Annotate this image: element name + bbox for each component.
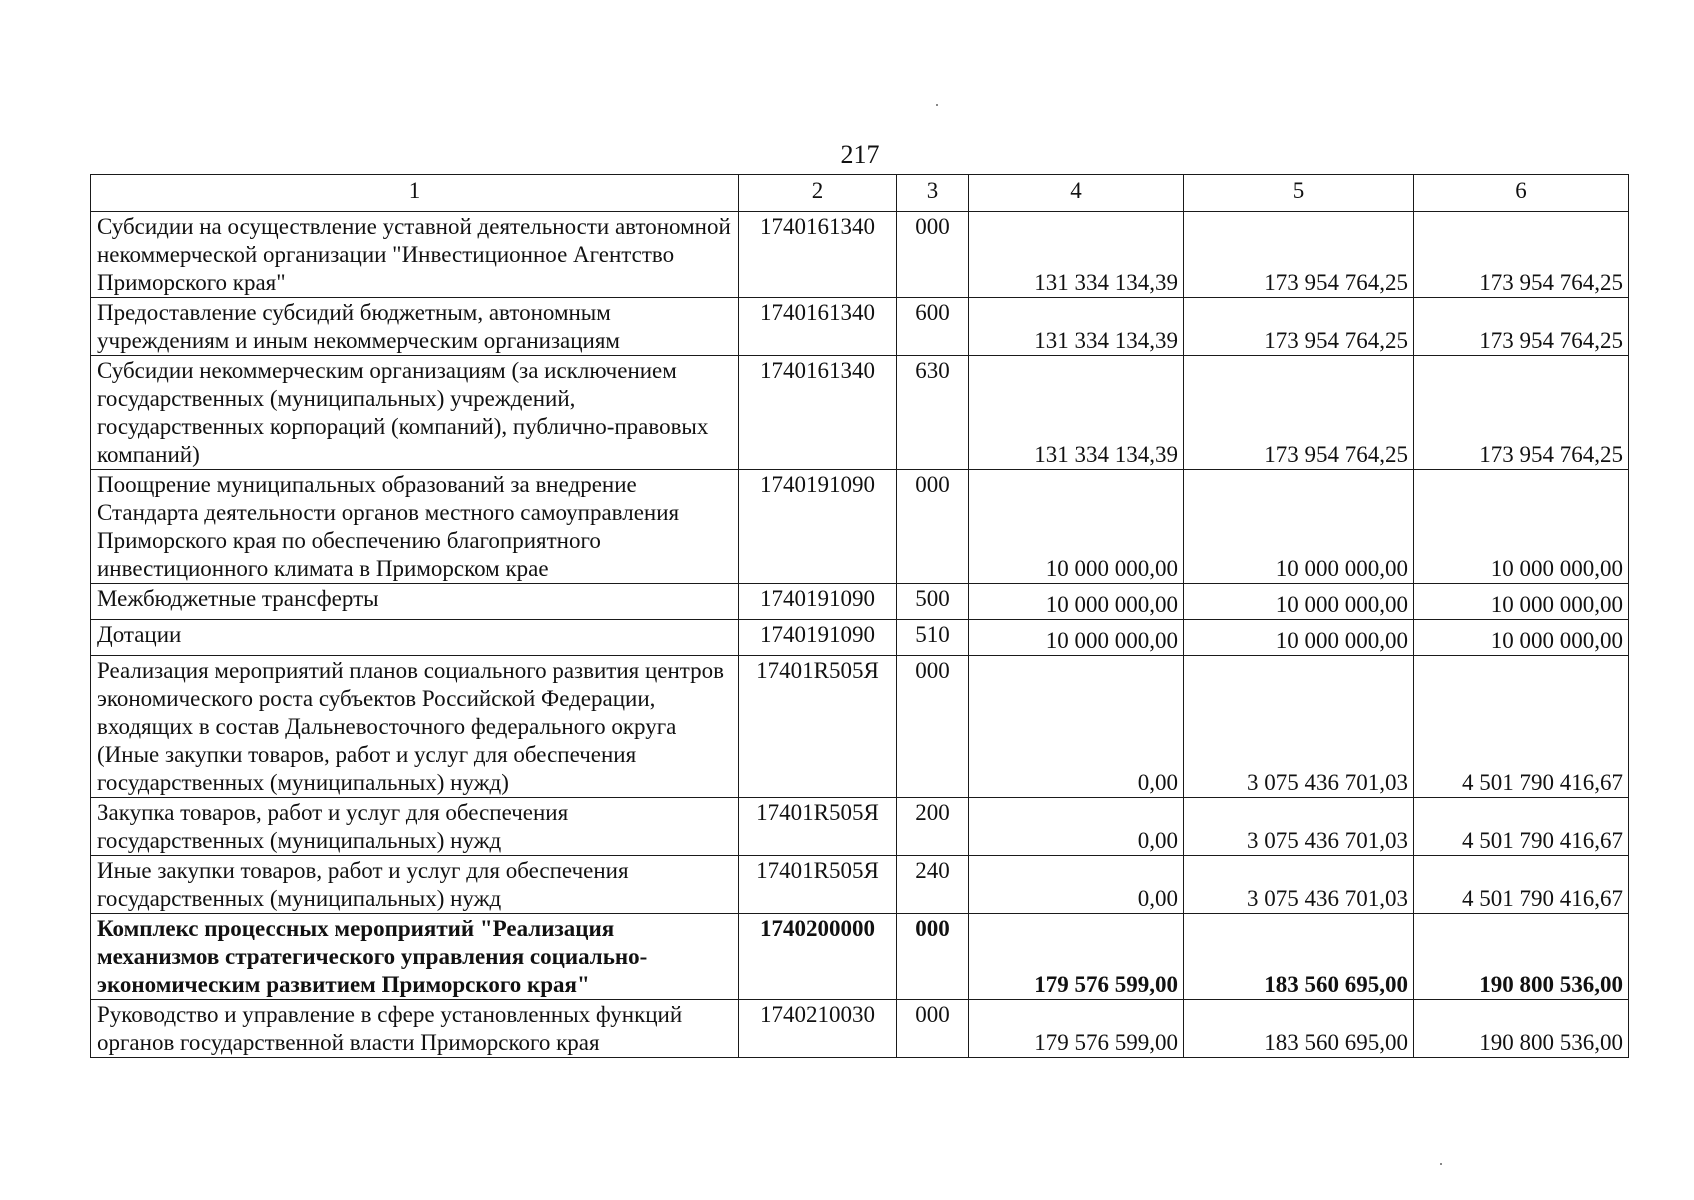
target-article-code: 1740161340 (739, 212, 897, 298)
amount-column-6: 173 954 764,25 (1414, 356, 1629, 470)
row-description: Межбюджетные трансферты (91, 584, 739, 620)
table-header-row (91, 175, 1629, 212)
expense-type-code: 600 (897, 298, 969, 356)
table-row (91, 584, 1629, 620)
amount-column-6: 173 954 764,25 (1414, 298, 1629, 356)
amount-column-5: 173 954 764,25 (1184, 298, 1414, 356)
amount-column-6: 190 800 536,00 (1414, 1000, 1629, 1058)
column-header: 6 (1414, 175, 1629, 212)
amount-column-5: 3 075 436 701,03 (1184, 656, 1414, 798)
table-row (91, 298, 1629, 356)
amount-column-6: 4 501 790 416,67 (1414, 656, 1629, 798)
expense-type-code: 000 (897, 656, 969, 798)
amount-column-4: 10 000 000,00 (969, 620, 1184, 656)
amount-column-6: 4 501 790 416,67 (1414, 798, 1629, 856)
table-row (91, 620, 1629, 656)
expense-type-code: 000 (897, 1000, 969, 1058)
amount-column-6: 4 501 790 416,67 (1414, 856, 1629, 914)
column-header: 5 (1184, 175, 1414, 212)
column-header: 1 (91, 175, 739, 212)
column-header: 2 (739, 175, 897, 212)
table-row (91, 1000, 1629, 1058)
expense-type-code: 500 (897, 584, 969, 620)
row-description: Дотации (91, 620, 739, 656)
target-article-code: 1740191090 (739, 620, 897, 656)
budget-table (90, 174, 1629, 1058)
row-description: Предоставление субсидий бюджетным, автономным учреждениям и иным некоммерческим организациям (91, 298, 739, 356)
row-description: Реализация мероприятий планов социального развития центров экономического роста субъектов Российской Федерации, входящих в состав Дальневосточного федерального округа (Иные закупки товаров, работ и услуг для обеспечения государственных (муниципальных) нужд) (91, 656, 739, 798)
amount-column-5: 10 000 000,00 (1184, 620, 1414, 656)
table-row (91, 356, 1629, 470)
expense-type-code: 510 (897, 620, 969, 656)
amount-column-4: 131 334 134,39 (969, 212, 1184, 298)
target-article-code: 1740191090 (739, 470, 897, 584)
amount-column-5: 3 075 436 701,03 (1184, 798, 1414, 856)
table-row (91, 212, 1629, 298)
expense-type-code: 000 (897, 212, 969, 298)
amount-column-4: 131 334 134,39 (969, 356, 1184, 470)
amount-column-5: 10 000 000,00 (1184, 584, 1414, 620)
target-article-code: 1740191090 (739, 584, 897, 620)
table-row (91, 470, 1629, 584)
row-description: Поощрение муниципальных образований за внедрение Стандарта деятельности органов местного самоуправления Приморского края по обеспечению благоприятного инвестиционного климата в Приморском крае (91, 470, 739, 584)
amount-column-4: 0,00 (969, 656, 1184, 798)
amount-column-6: 10 000 000,00 (1414, 584, 1629, 620)
amount-column-6: 190 800 536,00 (1414, 914, 1629, 1000)
expense-type-code: 200 (897, 798, 969, 856)
table-row (91, 656, 1629, 798)
table-row (91, 914, 1629, 1000)
row-description: Субсидии некоммерческим организациям (за исключением государственных (муниципальных) учреждений, государственных корпораций (компаний), публично-правовых компаний) (91, 356, 739, 470)
table-row (91, 798, 1629, 856)
amount-column-4: 10 000 000,00 (969, 470, 1184, 584)
amount-column-5: 173 954 764,25 (1184, 356, 1414, 470)
column-header: 4 (969, 175, 1184, 212)
row-description: Закупка товаров, работ и услуг для обеспечения государственных (муниципальных) нужд (91, 798, 739, 856)
amount-column-4: 131 334 134,39 (969, 298, 1184, 356)
target-article-code: 17401R505Я (739, 656, 897, 798)
amount-column-6: 10 000 000,00 (1414, 620, 1629, 656)
column-header: 3 (897, 175, 969, 212)
scan-speck (936, 104, 938, 106)
amount-column-4: 0,00 (969, 798, 1184, 856)
expense-type-code: 000 (897, 914, 969, 1000)
amount-column-4: 0,00 (969, 856, 1184, 914)
table-row (91, 856, 1629, 914)
amount-column-5: 173 954 764,25 (1184, 212, 1414, 298)
row-description: Руководство и управление в сфере установленных функций органов государственной власти Приморского края (91, 1000, 739, 1058)
amount-column-5: 10 000 000,00 (1184, 470, 1414, 584)
expense-type-code: 240 (897, 856, 969, 914)
amount-column-6: 173 954 764,25 (1414, 212, 1629, 298)
target-article-code: 1740161340 (739, 298, 897, 356)
expense-type-code: 000 (897, 470, 969, 584)
target-article-code: 1740161340 (739, 356, 897, 470)
amount-column-5: 183 560 695,00 (1184, 914, 1414, 1000)
row-description: Иные закупки товаров, работ и услуг для обеспечения государственных (муниципальных) нужд (91, 856, 739, 914)
amount-column-4: 179 576 599,00 (969, 1000, 1184, 1058)
row-description: Комплекс процессных мероприятий "Реализация механизмов стратегического управления социально-экономическим развитием Приморского края" (91, 914, 739, 1000)
amount-column-5: 183 560 695,00 (1184, 1000, 1414, 1058)
amount-column-6: 10 000 000,00 (1414, 470, 1629, 584)
scan-speck (1440, 1163, 1442, 1165)
expense-type-code: 630 (897, 356, 969, 470)
amount-column-4: 179 576 599,00 (969, 914, 1184, 1000)
target-article-code: 1740200000 (739, 914, 897, 1000)
amount-column-4: 10 000 000,00 (969, 584, 1184, 620)
row-description: Субсидии на осуществление уставной деятельности автономной некоммерческой организации "Инвестиционное Агентство Приморского края" (91, 212, 739, 298)
target-article-code: 17401R505Я (739, 856, 897, 914)
target-article-code: 17401R505Я (739, 798, 897, 856)
target-article-code: 1740210030 (739, 1000, 897, 1058)
page-number: 217 (840, 140, 880, 169)
amount-column-5: 3 075 436 701,03 (1184, 856, 1414, 914)
